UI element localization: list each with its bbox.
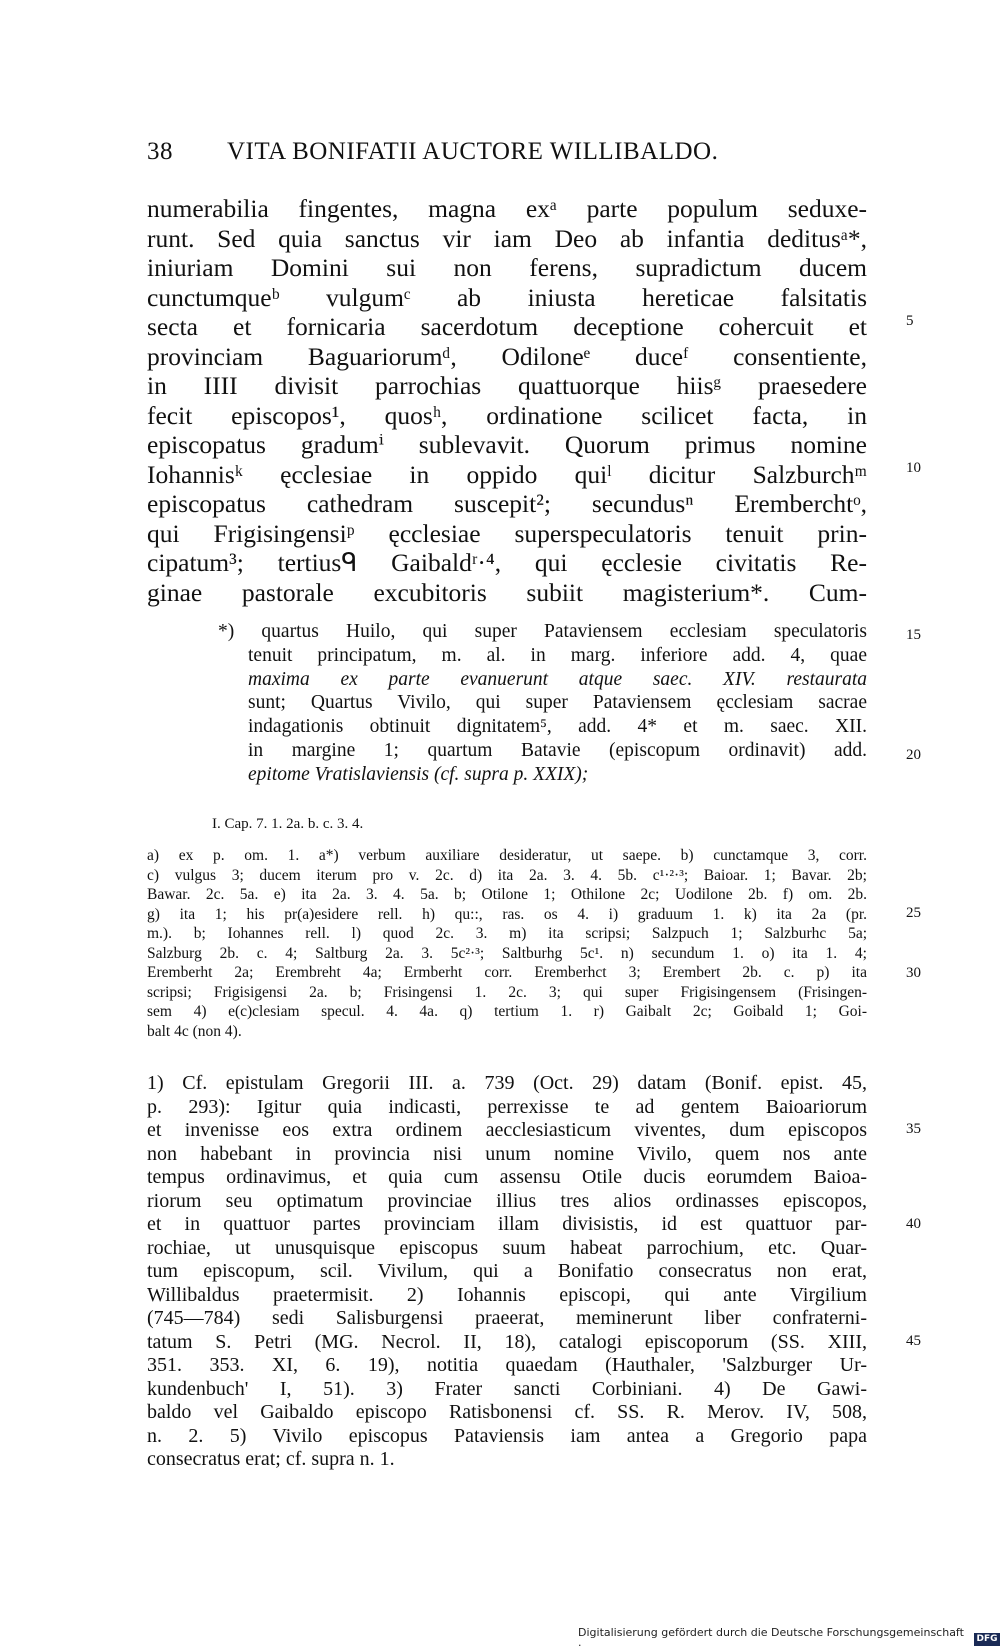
credit-text: Digitalisierung gefördert durch die Deutsche Forschungsgemeinschaft · — [578, 1626, 964, 1652]
line-number: 40 — [906, 1216, 921, 1232]
running-header — [147, 138, 867, 166]
footnote-line: non habebant in provincia nisi unum nomine Vivilo, quem nos ante — [147, 1142, 867, 1165]
main-line: qui Frigisingensiᵖ ęcclesiae superspeculatoris tenuit prin- — [147, 518, 867, 548]
footnote-line: kundenbuch' I, 51). 3) Frater sancti Corbiniani. 4) De Gawi- — [147, 1377, 867, 1400]
main-text — [147, 194, 867, 607]
dfg-logo-icon: DFG — [974, 1633, 1000, 1646]
line-number: 25 — [906, 905, 921, 921]
footnote-line: consecratus erat; cf. supra n. 1. — [147, 1448, 395, 1470]
line-number: 20 — [906, 747, 921, 763]
line-number: 35 — [906, 1121, 921, 1137]
note-line: tenuit principatum, m. al. in marg. inferiore add. 4, quae — [248, 644, 867, 666]
footnote-line: n. 2. 5) Vivilo episcopus Pataviensis iam antea a Gregorio papa — [147, 1424, 867, 1447]
apparatus-line: Salzburg 2b. c. 4; Saltburg 2a. 3. 5c²·³; Saltburhg 5c¹. n) secundum 1. o) ita 1. 4; — [147, 944, 867, 962]
apparatus-line: m.). b; Iohannes rell. l) quod 2c. 3. m) ita scripsi; Salzpuch 1; Salzburhc 5a; — [147, 925, 867, 942]
note-line: indagationis obtinuit dignitatem⁵, add. 4* et m. saec. XII. — [248, 716, 867, 738]
note-line: *) quartus Huilo, qui super Pataviensem ecclesiam speculatoris — [218, 621, 867, 642]
critical-apparatus — [147, 846, 867, 1041]
line-number: 45 — [906, 1333, 921, 1349]
footnote-line: et in quattuor partes provinciam illam divisistis, id est quattuor par- — [147, 1213, 867, 1235]
apparatus-line: a) ex p. om. 1. a*) verbum auxiliare desideratur, ut saepe. b) cunctamque 3, corr. — [147, 847, 867, 864]
main-line: fecit episcopos¹, quosʰ, ordinatione scilicet facta, in — [147, 400, 867, 430]
apparatus-line: Bawar. 2c. 5a. e) ita 2a. 3. 4. 5a. b; Otilone 1; Othilone 2c; Uodilone 2b. f) om. 2b. — [147, 886, 867, 903]
footnote-line: rochiae, ut unusquisque episcopus suum habeat parrochium, etc. Quar- — [147, 1236, 867, 1259]
note-line: in margine 1; quartum Batavie (episcopum ordinavit) add. — [248, 739, 867, 761]
apparatus-line: sem 4) e(c)clesiam specul. 4. 4a. q) tertium 1. r) Gaibalt 2c; Goibald 1; Goi- — [147, 1003, 867, 1020]
note-line: sunt; Quartus Vivilo, qui super Pataviensem ęcclesiam sacrae — [248, 692, 867, 714]
main-line: provinciam Baguariorumᵈ, Odiloneᵉ duceᶠ consentiente, — [147, 341, 867, 371]
line-number: 15 — [906, 627, 921, 643]
footnotes — [147, 1072, 867, 1472]
main-line: episcopatus gradumⁱ sublevavit. Quorum primus nomine — [147, 430, 867, 459]
footnote-line: tempus ordinavimus, et quia cum assensu Otile ducis eorumdem Baioa- — [147, 1166, 867, 1188]
main-line: cipatum³; tertiusᑫ Gaibaldʳ·⁴, qui ęcclesie civitatis Re- — [147, 548, 867, 577]
main-line: runt. Sed quia sanctus vir iam Deo ab infantia deditusᵃ*, — [147, 223, 867, 253]
line-number: 5 — [906, 313, 914, 329]
footnote-line: 1) Cf. epistulam Gregorii III. a. 739 (Oct. 29) datam (Bonif. epist. 45, — [147, 1072, 867, 1094]
footnote-line: tum episcopum, scil. Vivilum, qui a Bonifatio consecratus non erat, — [147, 1260, 867, 1282]
apparatus-line: c) vulgus 3; ducem iterum pro v. 2c. d) ita 2a. 3. 4. 5b. c¹·²·³; Baioar. 1; Bavar. 2b; — [147, 866, 867, 884]
main-line: iniuriam Domini sui non ferens, supradictum ducem — [147, 253, 867, 282]
main-line: Iohannisᵏ ęcclesiae in oppido quiˡ dicitur Salzburchᵐ — [147, 459, 867, 489]
main-line: in IIII divisit parrochias quattuorque hiisᵍ praesedere — [147, 371, 867, 400]
main-line: ginae pastorale excubitoris subiit magisterium*. Cum- — [147, 577, 867, 607]
manuscript-sigla: I. Cap. 7. 1. 2a. b. c. 3. 4. — [212, 816, 364, 832]
footnote-line: baldo vel Gaibaldo episcopo Ratisbonensi cf. SS. R. Merov. IV, 508, — [147, 1401, 867, 1423]
footnote-line: tatum S. Petri (MG. Necrol. II, 18), catalogi episcoporum (SS. XIII, — [147, 1330, 867, 1353]
apparatus-line: Eremberht 2a; Erembreht 4a; Ermberht corr. Eremberhct 3; Erembert 2b. c. p) ita — [147, 964, 867, 981]
apparatus-line: balt 4c (non 4). — [147, 1022, 242, 1040]
footnote-line: Willibaldus praetermisit. 2) Iohannis episcopi, qui ante Virgilium — [147, 1283, 867, 1306]
note-line: epitome Vratislaviensis (cf. supra p. XXIX); — [248, 763, 589, 785]
note-line: maxima ex parte evanuerunt atque saec. XIV. restaurata — [248, 668, 867, 690]
line-number: 10 — [906, 460, 921, 476]
main-line: episcopatus cathedram suscepit²; secundusⁿ Eremberchtᵒ, — [147, 489, 867, 518]
footnote-line: et invenisse eos extra ordinem aecclesiasticum viventes, dum episcopos — [147, 1119, 867, 1141]
footnote-line: riorum seu optimatum provinciae illius tres alios ordinasses episcopos, — [147, 1189, 867, 1212]
apparatus-line: scripsi; Frigisigensi 2a. b; Frisingensi 1. 2c. 3; qui super Frigisingensem (Frisingen- — [147, 983, 867, 1001]
footnote-line: p. 293): Igitur quia indicasti, perrexisse te ad gentem Baioariorum — [147, 1095, 867, 1118]
apparatus-line: g) ita 1; his pr(a)esidere rell. h) qu::, ras. os 4. i) graduum 1. k) ita 2a (pr. — [147, 905, 867, 923]
digitization-credit — [578, 1626, 1000, 1652]
line-number: 30 — [906, 965, 921, 981]
main-line: numerabilia fingentes, magna exᵃ parte populum seduxe- — [147, 194, 867, 223]
running-title: VITA BONIFATII AUCTORE WILLIBALDO. — [227, 138, 719, 165]
page-number: 38 — [147, 138, 173, 165]
variant-note — [218, 620, 867, 787]
main-line: cunctumqueᵇ vulgumᶜ ab iniusta hereticae falsitatis — [147, 282, 867, 312]
footnote-line: (745—784) sedi Salisburgensi praeerat, meminerunt liber confraterni- — [147, 1307, 867, 1329]
footnote-line: 351. 353. XI, 6. 19), notitia quaedam (Hauthaler, 'Salzburger Ur- — [147, 1354, 867, 1376]
main-line: secta et fornicaria sacerdotum deceptione cohercuit et — [147, 312, 867, 341]
